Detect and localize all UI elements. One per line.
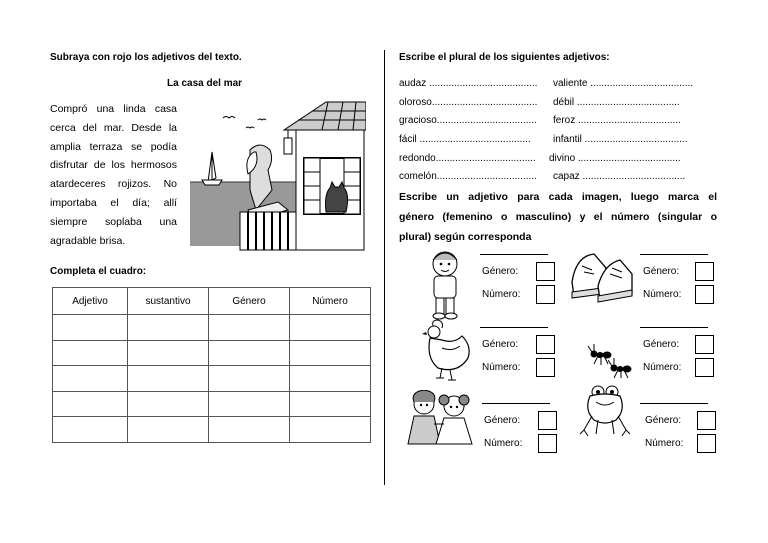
table-cell[interactable] — [209, 340, 290, 366]
table-row — [53, 391, 371, 417]
adjective-right: capaz ..................................... — [553, 171, 686, 182]
answer-line[interactable] — [640, 254, 708, 255]
boy-picture — [422, 248, 468, 320]
answer-line[interactable] — [640, 327, 708, 328]
answer-line[interactable] — [482, 403, 550, 404]
numero-label: Número: — [482, 362, 521, 373]
table-row — [53, 340, 371, 366]
adjective-left: fácil ........................................ — [399, 134, 531, 145]
table-header-row — [53, 288, 371, 315]
frog-picture — [580, 384, 630, 440]
adjective-right: divino ..................................... — [549, 153, 681, 164]
genero-checkbox[interactable] — [695, 335, 714, 354]
table-cell[interactable] — [290, 315, 371, 341]
genero-label: Género: — [645, 415, 682, 426]
numero-label: Número: — [482, 289, 521, 300]
story-title: La casa del mar — [167, 78, 243, 89]
numero-checkbox[interactable] — [697, 434, 716, 453]
table-cell[interactable] — [128, 391, 209, 417]
genero-label: Género: — [482, 266, 519, 277]
table-header: Número — [290, 288, 371, 315]
genero-checkbox[interactable] — [536, 262, 555, 281]
story-line: importaba el día; allí — [50, 196, 177, 209]
numero-checkbox[interactable] — [536, 358, 555, 377]
numero-checkbox[interactable] — [695, 285, 714, 304]
answer-line[interactable] — [640, 403, 708, 404]
table-cell[interactable] — [209, 417, 290, 443]
genero-checkbox[interactable] — [536, 335, 555, 354]
table-cell[interactable] — [53, 340, 128, 366]
story-line: siempre soplaba una — [50, 215, 177, 228]
table-header: sustantivo — [128, 288, 209, 315]
answer-line[interactable] — [480, 254, 548, 255]
table-cell[interactable] — [53, 417, 128, 443]
table-row — [53, 315, 371, 341]
instruction-line: género (femenino o masculino) y el número (singular o — [399, 211, 717, 223]
adjective-left: oloroso...................................... — [399, 97, 538, 108]
story-line: cerca del mar. Desde la — [50, 121, 177, 134]
numero-label: Número: — [484, 438, 523, 449]
table-cell[interactable] — [209, 315, 290, 341]
numero-label: Número: — [643, 289, 682, 300]
adjective-right: débil ..................................... — [553, 97, 680, 108]
table-instruction: Completa el cuadro: — [50, 266, 147, 277]
table-header: Género — [209, 288, 290, 315]
instruction-line: plural) según corresponda — [399, 231, 532, 243]
story-line: agradable brisa. — [50, 234, 126, 247]
adjective-left: audaz ....................................... — [399, 78, 538, 89]
adjective-table — [52, 287, 371, 443]
table-cell[interactable] — [290, 340, 371, 366]
instruction-underline: Subraya con rojo los adjetivos del texto. — [50, 52, 242, 63]
adjective-right: valiente ..................................... — [553, 78, 694, 89]
beach-house-illustration — [188, 100, 366, 252]
table-header: Adjetivo — [53, 288, 128, 315]
image-instruction — [399, 187, 717, 247]
table-cell[interactable] — [128, 315, 209, 341]
genero-checkbox[interactable] — [695, 262, 714, 281]
genero-label: Género: — [643, 266, 680, 277]
table-row — [53, 366, 371, 392]
column-divider — [384, 50, 385, 485]
table-row — [53, 417, 371, 443]
instruction-line: Escribe un adjetivo para cada imagen, luego marca el — [399, 191, 717, 203]
table-cell[interactable] — [128, 417, 209, 443]
genero-checkbox[interactable] — [538, 411, 557, 430]
table-cell[interactable] — [290, 417, 371, 443]
adjective-left: redondo.................................... — [399, 153, 536, 164]
genero-label: Género: — [482, 339, 519, 350]
genero-checkbox[interactable] — [697, 411, 716, 430]
ants-picture — [586, 340, 632, 380]
table-cell[interactable] — [128, 366, 209, 392]
numero-checkbox[interactable] — [536, 285, 555, 304]
table-cell[interactable] — [53, 315, 128, 341]
genero-label: Género: — [484, 415, 521, 426]
table-cell[interactable] — [53, 391, 128, 417]
story-line: disfrutar de los hermosos — [50, 159, 177, 172]
genero-label: Género: — [643, 339, 680, 350]
girls-picture — [404, 390, 476, 446]
story-line: Compró una linda casa — [50, 103, 177, 115]
table-cell[interactable] — [290, 366, 371, 392]
adjective-right: feroz ..................................... — [553, 115, 681, 126]
table-cell[interactable] — [53, 366, 128, 392]
sneakers-picture — [568, 248, 636, 306]
numero-checkbox[interactable] — [538, 434, 557, 453]
table-cell[interactable] — [290, 391, 371, 417]
story-line: amplia terraza se podía — [50, 140, 177, 153]
adjective-right: infantil ..................................... — [553, 134, 688, 145]
numero-label: Número: — [645, 438, 684, 449]
table-cell[interactable] — [209, 366, 290, 392]
numero-label: Número: — [643, 362, 682, 373]
answer-line[interactable] — [480, 327, 548, 328]
table-cell[interactable] — [128, 340, 209, 366]
story-text — [50, 100, 177, 250]
plural-instruction: Escribe el plural de los siguientes adjetivos: — [399, 52, 610, 63]
table-cell[interactable] — [209, 391, 290, 417]
adjective-left: comelón.................................... — [399, 171, 537, 182]
adjective-left: gracioso.................................... — [399, 115, 537, 126]
hen-picture — [420, 318, 474, 382]
numero-checkbox[interactable] — [695, 358, 714, 377]
story-line: atardeceres rojizos. No — [50, 178, 177, 191]
